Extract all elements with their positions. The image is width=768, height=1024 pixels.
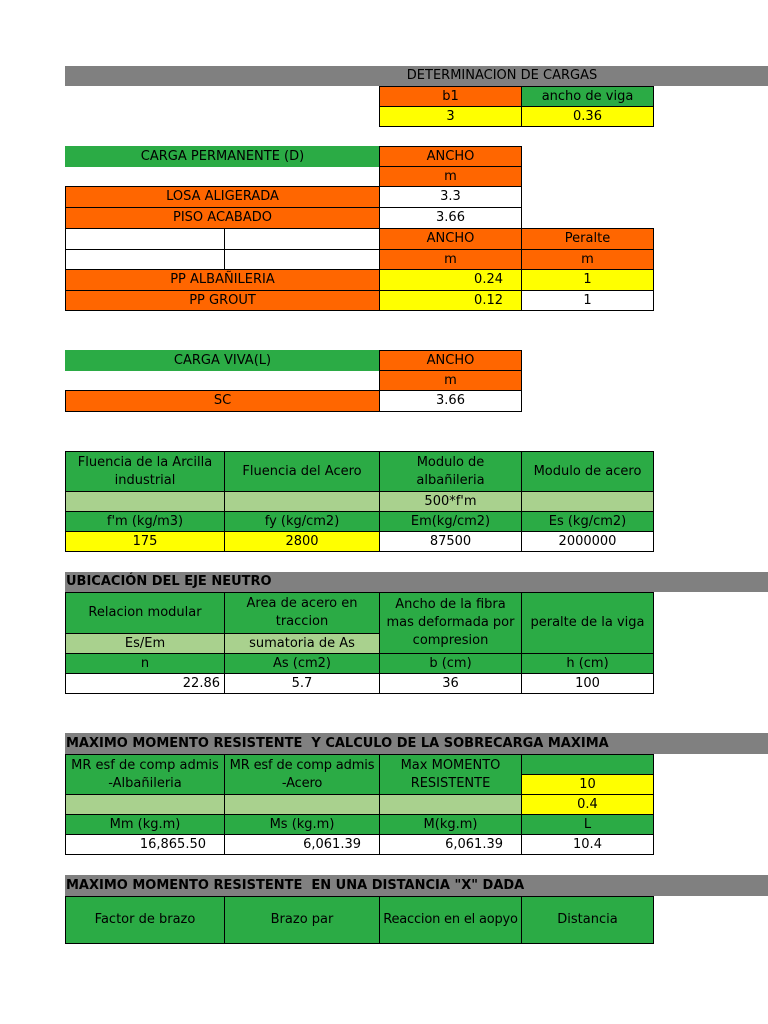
fluencia-acero-header: Fluencia del Acero — [224, 451, 380, 492]
m-symbol: M(kg.m) — [379, 814, 522, 835]
momento-distancia-title: MAXIMO MOMENTO RESISTENTE EN UNA DISTANCIA "X" DADA — [66, 878, 525, 893]
ms-symbol: Ms (kg.m) — [224, 814, 380, 835]
b-value: 36 — [379, 673, 522, 694]
ancho-viga-value: 0.36 — [521, 106, 654, 127]
blank-cell — [224, 491, 380, 512]
cp-item-value: 3.3 — [379, 186, 522, 208]
cp-ancho-header: ANCHO — [379, 146, 522, 167]
pp-item-peralte: 1 — [521, 290, 654, 311]
momento-distancia-title-bar — [65, 875, 768, 896]
pp-item-peralte: 1 — [521, 269, 654, 291]
fm-symbol: f'm (kg/m3) — [65, 511, 225, 532]
cp-ancho-unit: m — [379, 166, 522, 187]
relacion-modular-header: Relacion modular — [65, 592, 225, 634]
pp-ancho-unit: m — [379, 249, 522, 270]
l-value: 10.4 — [521, 834, 654, 855]
h-value: 100 — [521, 673, 654, 694]
area-acero-header: Area de acero en traccion — [224, 592, 380, 634]
fluencia-arcilla-header: Fluencia de la Arcilla industrial — [65, 451, 225, 492]
blank-cell — [224, 249, 380, 270]
em-value: 87500 — [379, 531, 522, 552]
side-value: 10 — [521, 774, 654, 795]
carga-permanente-title: CARGA PERMANENTE (D) — [65, 146, 380, 167]
eje-neutro-title: UBICACIÓN DEL EJE NEUTRO — [66, 574, 272, 589]
modulo-albanileria-header: Modulo de albañileria — [379, 451, 522, 492]
momento-resistente-title: MAXIMO MOMENTO RESISTENTE Y CALCULO DE LA SOBRECARGA MAXIMA — [66, 736, 609, 751]
l-symbol: L — [521, 814, 654, 835]
side-value: 0.4 — [521, 794, 654, 815]
blank-cell — [521, 491, 654, 512]
pp-item-label: PP ALBAÑILERIA — [65, 269, 380, 291]
cp-item-label: PISO ACABADO — [65, 207, 380, 229]
blank-cell — [379, 794, 522, 815]
b-symbol: b (cm) — [379, 653, 522, 674]
momento-resistente-title-bar — [65, 733, 768, 754]
n-formula: Es/Em — [65, 633, 225, 654]
blank-cell — [224, 794, 380, 815]
pp-peralte-unit: m — [521, 249, 654, 270]
blank-cell — [65, 249, 225, 270]
cv-item-value: 3.66 — [379, 390, 522, 412]
ancho-fibra-header: Ancho de la fibra mas deformada por compresion — [379, 592, 522, 654]
blank-cell — [521, 754, 654, 775]
blank-cell — [65, 228, 225, 250]
cv-item-label: SC — [65, 390, 380, 412]
mr-albanileria-header: MR esf de comp admis -Albañileria — [65, 754, 225, 795]
ancho-viga-header: ancho de viga — [521, 86, 654, 107]
blank-cell — [65, 794, 225, 815]
pp-ancho-header: ANCHO — [379, 228, 522, 250]
n-symbol: n — [65, 653, 225, 674]
em-symbol: Em(kg/cm2) — [379, 511, 522, 532]
fm-value: 175 — [65, 531, 225, 552]
fy-symbol: fy (kg/cm2) — [224, 511, 380, 532]
h-symbol: h (cm) — [521, 653, 654, 674]
modulo-acero-header: Modulo de acero — [521, 451, 654, 492]
blank-cell — [65, 491, 225, 512]
eje-neutro-title-bar — [65, 572, 768, 592]
mm-value: 16,865.50 — [65, 834, 225, 855]
mr-acero-header: MR esf de comp admis -Acero — [224, 754, 380, 795]
em-formula: 500*f'm — [379, 491, 522, 512]
distancia-header: Distancia — [521, 896, 654, 944]
m-value: 6,061.39 — [379, 834, 522, 855]
fy-value: 2800 — [224, 531, 380, 552]
es-symbol: Es (kg/cm2) — [521, 511, 654, 532]
b1-value: 3 — [379, 106, 522, 127]
es-value: 2000000 — [521, 531, 654, 552]
reaccion-apoyo-header: Reaccion en el aopyo — [379, 896, 522, 944]
as-symbol: As (cm2) — [224, 653, 380, 674]
pp-peralte-header: Peralte — [521, 228, 654, 250]
b1-header: b1 — [379, 86, 522, 107]
determinacion-title: DETERMINACION DE CARGAS — [406, 68, 598, 83]
cv-ancho-unit: m — [379, 370, 522, 391]
determinacion-title-bar — [65, 66, 768, 86]
pp-item-ancho: 0.24 — [379, 269, 522, 291]
carga-viva-title: CARGA VIVA(L) — [65, 350, 380, 371]
as-formula: sumatoria de As — [224, 633, 380, 654]
ms-value: 6,061.39 — [224, 834, 380, 855]
factor-brazo-header: Factor de brazo — [65, 896, 225, 944]
cv-ancho-header: ANCHO — [379, 350, 522, 371]
pp-item-label: PP GROUT — [65, 290, 380, 311]
pp-item-ancho: 0.12 — [379, 290, 522, 311]
cp-item-value: 3.66 — [379, 207, 522, 229]
cp-item-label: LOSA ALIGERADA — [65, 186, 380, 208]
mm-symbol: Mm (kg.m) — [65, 814, 225, 835]
brazo-par-header: Brazo par — [224, 896, 380, 944]
blank-cell — [224, 228, 380, 250]
max-momento-header: Max MOMENTO RESISTENTE — [379, 754, 522, 795]
as-value: 5.7 — [224, 673, 380, 694]
n-value: 22.86 — [65, 673, 225, 694]
peralte-viga-header: peralte de la viga — [521, 592, 654, 654]
